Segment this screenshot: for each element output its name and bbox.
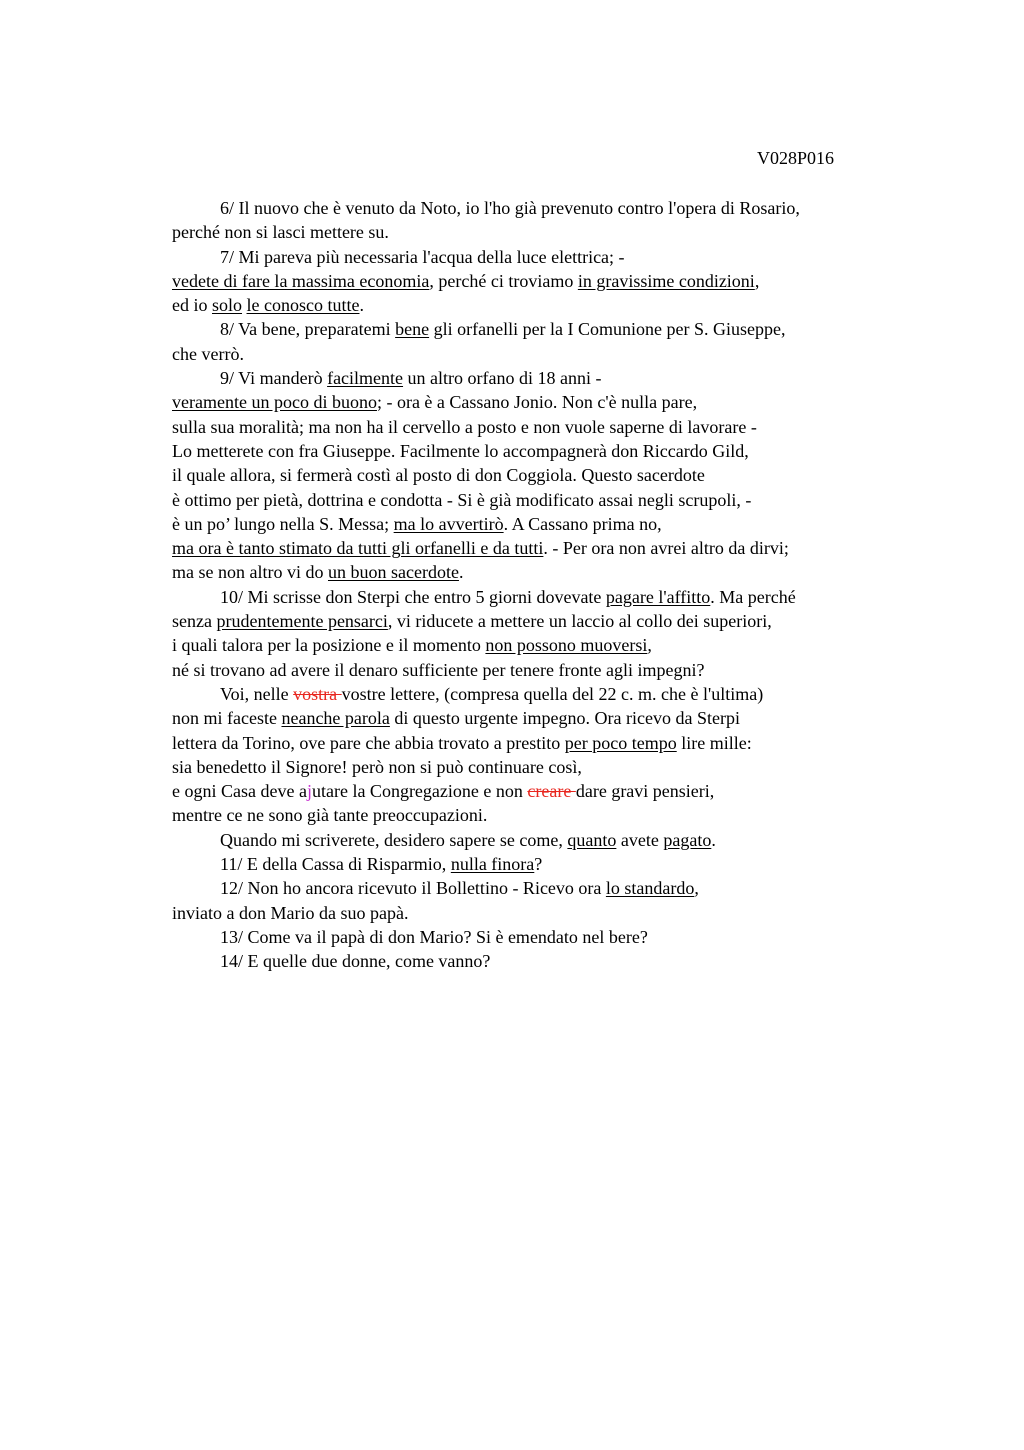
text-segment: sia benedetto il Signore! però non si può continuare così, bbox=[172, 756, 582, 777]
letter-body bbox=[172, 196, 912, 974]
underlined-text: pagato bbox=[663, 829, 712, 850]
underlined-text: nulla finora bbox=[450, 854, 535, 875]
text-segment: perché non si lasci mettere su. bbox=[172, 222, 389, 243]
underlined-text: veramente un poco di buono bbox=[172, 392, 377, 413]
text-segment: , bbox=[754, 270, 760, 291]
text-segment: 6/ Il nuovo che è venuto da Noto, io l'ho già prevenuto contro l'opera di Rosario, bbox=[220, 198, 800, 218]
text-segment: un altro orfano di 18 anni - bbox=[403, 368, 602, 389]
underlined-text: non possono muoversi bbox=[485, 635, 648, 656]
strikethrough-text: vostra bbox=[293, 683, 342, 704]
text-segment: . A Cassano prima no, bbox=[503, 513, 662, 534]
text-line bbox=[172, 439, 912, 463]
text-segment: ma se non altro vi do bbox=[172, 562, 328, 583]
text-segment: lettera da Torino, ove pare che abbia trovato a prestito bbox=[172, 732, 565, 753]
text-line bbox=[172, 852, 912, 876]
text-segment: 9/ Vi manderò bbox=[220, 368, 328, 389]
underlined-text: bene bbox=[395, 319, 430, 340]
text-segment: . - Per ora non avrei altro da dirvi; bbox=[543, 538, 789, 559]
text-line bbox=[172, 390, 912, 414]
underlined-text: in gravissime condizioni bbox=[577, 270, 755, 291]
underlined-text: le conosco tutte bbox=[246, 295, 360, 316]
text-line bbox=[172, 488, 912, 512]
text-line bbox=[172, 828, 912, 852]
text-line bbox=[172, 220, 912, 244]
text-segment: è un po’ lungo nella S. Messa; bbox=[172, 513, 394, 534]
text-segment: , bbox=[647, 635, 652, 656]
text-segment: i quali talora per la posizione e il momento bbox=[172, 635, 486, 656]
text-line bbox=[172, 901, 912, 925]
text-line bbox=[172, 658, 912, 682]
text-segment: 10/ Mi scrisse don Sterpi che entro 5 giorni dovevate bbox=[220, 586, 606, 607]
text-segment: , vi riducete a mettere un laccio al collo dei superiori, bbox=[387, 611, 772, 632]
text-line bbox=[172, 609, 912, 633]
text-segment: dare gravi pensieri, bbox=[575, 781, 715, 802]
text-segment: . Ma perché bbox=[710, 586, 796, 607]
text-line bbox=[172, 682, 912, 706]
text-segment: il quale allora, si fermerà costì al posto di don Coggiola. Questo sacerdote bbox=[172, 465, 705, 486]
text-line bbox=[172, 755, 912, 779]
text-line bbox=[172, 706, 912, 730]
text-segment: inviato a don Mario da suo papà. bbox=[172, 902, 409, 923]
underlined-text: lo standardo bbox=[605, 878, 695, 899]
text-segment: Voi, nelle bbox=[220, 683, 294, 704]
text-segment: . bbox=[359, 295, 364, 316]
text-line bbox=[172, 196, 912, 220]
text-segment: . bbox=[711, 829, 716, 850]
text-segment: 8/ Va bene, preparatemi bbox=[220, 319, 396, 340]
text-segment: ; - ora è a Cassano Jonio. Non c'è nulla pare, bbox=[376, 392, 698, 413]
text-segment: 14/ E quelle due donne, come vanno? bbox=[220, 951, 491, 972]
text-segment: mentre ce ne sono già tante preoccupazioni. bbox=[172, 805, 488, 826]
text-line bbox=[172, 560, 912, 584]
text-segment: , perché ci troviamo bbox=[429, 270, 578, 291]
underlined-text: ma lo avvertirò bbox=[393, 513, 504, 534]
text-segment: senza bbox=[172, 611, 217, 632]
text-segment: ed io bbox=[172, 295, 212, 316]
text-segment: Lo metterete con fra Giuseppe. Facilmente lo accompagnerà don Riccardo Gild, bbox=[172, 440, 749, 461]
text-segment: non mi faceste bbox=[172, 708, 282, 729]
text-line bbox=[172, 536, 912, 560]
text-segment: gli orfanelli per la I Comunione per S. Giuseppe, bbox=[429, 319, 786, 340]
text-line bbox=[172, 876, 912, 900]
text-segment: e ogni Casa deve a bbox=[172, 781, 307, 802]
text-line bbox=[172, 803, 912, 827]
text-line bbox=[172, 269, 912, 293]
underlined-text: facilmente bbox=[327, 368, 404, 389]
underlined-text: per poco tempo bbox=[564, 732, 677, 753]
text-line bbox=[172, 366, 912, 390]
underlined-text: quanto bbox=[567, 829, 617, 850]
text-segment: ? bbox=[534, 854, 543, 875]
text-line bbox=[172, 633, 912, 657]
text-segment: vostre lettere, (compresa quella del 22 c. m. che è l'ultima) bbox=[341, 683, 764, 704]
text-line bbox=[172, 293, 912, 317]
underlined-text: solo bbox=[212, 295, 243, 316]
text-line bbox=[172, 585, 912, 609]
text-segment: . bbox=[458, 562, 464, 583]
underlined-text: pagare l'affitto bbox=[605, 586, 711, 607]
text-segment: , bbox=[694, 878, 699, 899]
underlined-text: vedete di fare la massima economia bbox=[172, 270, 430, 291]
text-line bbox=[172, 245, 912, 269]
text-line bbox=[172, 415, 912, 439]
text-segment: 11/ E della Cassa di Risparmio, bbox=[220, 854, 451, 875]
text-line bbox=[172, 463, 912, 487]
text-line bbox=[172, 317, 912, 341]
text-segment: 7/ Mi pareva più necessaria l'acqua della luce elettrica; - bbox=[220, 246, 625, 267]
text-line bbox=[172, 342, 912, 366]
text-segment: utare la Congregazione e non bbox=[311, 781, 528, 802]
underlined-text: un buon sacerdote bbox=[327, 562, 459, 583]
inserted-text: j bbox=[306, 781, 312, 802]
text-segment: che verrò. bbox=[172, 343, 244, 364]
underlined-text: ma ora è tanto stimato da tutti gli orfanelli e da tutti bbox=[172, 538, 544, 559]
text-line bbox=[172, 731, 912, 755]
underlined-text: neanche parola bbox=[281, 708, 390, 729]
text-segment: sulla sua moralità; ma non ha il cervello a posto e non vuole saperne di lavorare - bbox=[172, 416, 757, 437]
text-segment: lire mille: bbox=[676, 732, 752, 753]
document-reference-code: V028P016 bbox=[757, 148, 835, 168]
text-segment: Quando mi scriverete, desidero sapere se come, bbox=[220, 829, 568, 850]
underlined-text: prudentemente pensarci bbox=[216, 611, 388, 632]
text-segment: né si trovano ad avere il denaro sufficiente per tenere fronte agli impegni? bbox=[172, 659, 705, 680]
text-line bbox=[172, 949, 912, 973]
strikethrough-text: creare bbox=[527, 781, 576, 802]
text-segment: di questo urgente impegno. Ora ricevo da Sterpi bbox=[389, 708, 740, 729]
text-segment: avete bbox=[616, 829, 664, 850]
text-line bbox=[172, 925, 912, 949]
text-line bbox=[172, 779, 912, 803]
text-line bbox=[172, 512, 912, 536]
text-segment: 13/ Come va il papà di don Mario? Si è emendato nel bere? bbox=[220, 926, 648, 947]
text-segment: è ottimo per pietà, dottrina e condotta - Si è già modificato assai negli scrupoli, - bbox=[172, 489, 752, 510]
text-segment: 12/ Non ho ancora ricevuto il Bollettino - Ricevo ora bbox=[220, 878, 606, 899]
